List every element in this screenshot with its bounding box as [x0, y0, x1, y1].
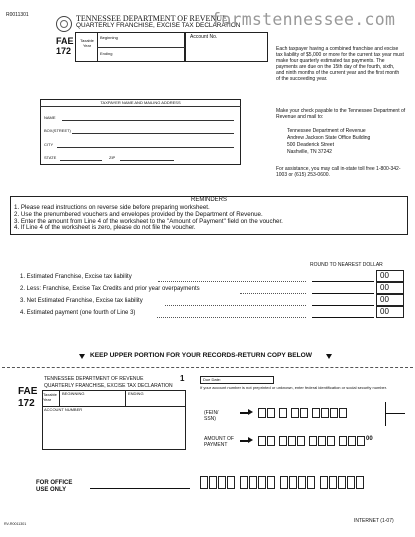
digit-box — [357, 436, 365, 446]
amount-of-payment-field[interactable] — [258, 436, 366, 446]
amount-arrow-icon — [240, 440, 248, 442]
digit-box — [267, 408, 275, 418]
digit-box — [347, 476, 355, 489]
digit-box — [288, 436, 296, 446]
digit-box — [330, 408, 338, 418]
worksheet-line-3-label: 3. Net Estimated Franchise, Excise tax liability — [20, 298, 143, 304]
worksheet-line-1-label: 1. Estimated Franchise, Excise tax liability — [20, 274, 132, 280]
info-paragraph-3: For assistance, you may call in-state toll free 1-800-342-1003 or (615) 253-0600. — [276, 166, 401, 178]
digit-box — [258, 476, 266, 489]
beginning-field[interactable] — [99, 43, 181, 46]
digit-box — [267, 476, 275, 489]
footer-edition: INTERNET (1-07) — [354, 518, 394, 524]
voucher-beginning-label: BEGINNING — [62, 391, 85, 396]
digit-box — [280, 476, 288, 489]
digit-box — [298, 476, 306, 489]
digit-box — [318, 436, 326, 446]
office-use-field — [200, 476, 365, 490]
digit-box — [348, 436, 356, 446]
arrow-down-icon — [79, 354, 85, 359]
digit-box — [307, 476, 315, 489]
fein-arrow-icon — [240, 412, 248, 414]
marker-bar-icon — [385, 402, 386, 426]
worksheet-line-1-cents: 00 — [380, 271, 389, 280]
digit-box — [338, 476, 346, 489]
street-field[interactable] — [72, 133, 234, 134]
name-label: NAME — [44, 115, 56, 120]
digit-box — [291, 408, 299, 418]
ending-label: Ending — [100, 51, 113, 56]
voucher-form-number: 172 — [18, 398, 35, 409]
amount-label: AMOUNT OF PAYMENT — [204, 436, 234, 448]
voucher-account-number-label: ACCOUNT NUMBER — [44, 407, 83, 412]
form-id: R0011301 — [6, 12, 29, 18]
arrow-down-icon — [326, 354, 332, 359]
quarter-number: 1 — [180, 374, 185, 383]
city-field[interactable] — [57, 147, 234, 148]
zip-field[interactable] — [120, 160, 174, 161]
account-no-label: Account No. — [190, 34, 218, 40]
digit-box — [209, 476, 217, 489]
beginning-label: Beginning — [100, 35, 118, 40]
voucher-ending-label: ENDING — [128, 391, 144, 396]
voucher-dept: TENNESSEE DEPARTMENT OF REVENUE — [44, 376, 144, 382]
digit-box — [321, 408, 329, 418]
amount-cents: 00 — [366, 436, 373, 442]
digit-box — [312, 408, 320, 418]
digit-box — [327, 436, 335, 446]
fein-label: (FEIN/ SSN) — [204, 410, 219, 422]
reminder-item: 2. Use the prenumbered vouchers and envelopes provided by the Department of Revenue. — [14, 210, 263, 218]
digit-box — [309, 436, 317, 446]
digit-box — [258, 408, 266, 418]
digit-box — [297, 436, 305, 446]
digit-box — [279, 408, 287, 418]
digit-box — [227, 476, 235, 489]
street-label: BOX(STREET) — [44, 128, 71, 133]
worksheet-line-2-label: 2. Less: Franchise, Excise Tax Credits and prior year overpayments — [20, 286, 200, 292]
voucher-title: QUARTERLY FRANCHISE, EXCISE TAX DECLARATION — [44, 383, 173, 389]
reminder-item: 3. Enter the amount from Line 4 of the worksheet to the "Amount of Payment" field on the voucher. — [14, 217, 283, 225]
info-paragraph-1: Each taxpayer having a combined franchise and excise tax liability of $5,000 or more for the current tax year must make four quarterly estimated tax payments. The payments are due on the 15th day of the fourth, sixth, and ninth months of the current year and the first month of the succeeding year. — [276, 46, 404, 82]
zip-label: ZIP — [109, 155, 116, 160]
digit-box — [249, 476, 257, 489]
name-field[interactable] — [62, 120, 234, 121]
state-field[interactable] — [60, 160, 102, 161]
reminders-list — [14, 205, 283, 232]
worksheet-line-3-cents: 00 — [380, 295, 389, 304]
header-title: QUARTERLY FRANCHISE, EXCISE TAX DECLARATION — [76, 22, 241, 29]
fein-ssn-field[interactable] — [258, 408, 350, 418]
city-label: CITY — [44, 142, 54, 147]
digit-box — [339, 436, 347, 446]
round-note: ROUND TO NEAREST DOLLAR — [310, 262, 383, 268]
worksheet-line-4-field[interactable] — [312, 317, 374, 318]
tear-line — [2, 367, 413, 368]
voucher-taxable-year-label: Taxable Year — [43, 392, 57, 402]
state-seal-icon — [56, 16, 72, 32]
digit-box — [200, 476, 208, 489]
digit-box — [329, 476, 337, 489]
digit-box — [339, 408, 347, 418]
digit-box — [279, 436, 287, 446]
header-dept: TENNESSEE DEPARTMENT OF REVENUE — [76, 14, 227, 23]
digit-box — [218, 476, 226, 489]
taxable-year-label: Taxable Year — [80, 38, 94, 48]
footer-form-id: RV-R0011301 — [4, 522, 27, 526]
worksheet-line-3-field[interactable] — [312, 305, 374, 306]
digit-box — [289, 476, 297, 489]
worksheet-line-2-cents: 00 — [380, 283, 389, 292]
reminder-item: 4. If Line 4 of the worksheet is zero, please do not file the voucher. — [14, 224, 196, 232]
digit-box — [267, 436, 275, 446]
mail-address-line-4: Nashville, TN 37242 — [287, 149, 332, 155]
office-use-label: FOR OFFICE USE ONLY — [36, 480, 73, 494]
worksheet-line-1-field[interactable] — [312, 281, 374, 282]
worksheet-line-2-field[interactable] — [312, 293, 374, 294]
voucher-beginning-field[interactable] — [61, 399, 123, 406]
voucher-ending-field[interactable] — [127, 399, 184, 406]
mail-address-line-1: Tennessee Department of Revenue — [287, 128, 366, 134]
reminder-item: 1. Please read instructions on reverse side before preparing worksheet. — [14, 204, 210, 211]
watermark: formstennessee.com — [211, 10, 396, 29]
state-label: STATE — [44, 155, 57, 160]
worksheet-line-4-label: 4. Estimated payment (one fourth of Line 3) — [20, 310, 136, 316]
digit-box — [300, 408, 308, 418]
voucher-account-number-field[interactable] — [42, 406, 186, 450]
digit-box — [320, 476, 328, 489]
reminders-heading: REMINDERS — [190, 197, 227, 203]
due-date-label: Due Date: — [203, 377, 222, 382]
voucher-id-note: If your account number is not preprinted or unknown, enter federal identification or social security number. — [200, 385, 387, 390]
worksheet-line-4-cents: 00 — [380, 307, 389, 316]
form-number: 172 — [56, 46, 72, 56]
ending-field[interactable] — [99, 58, 181, 61]
mail-address-line-2: Andrew Jackson State Office Building — [287, 135, 371, 141]
form-code: FAE — [56, 36, 74, 46]
voucher-form-code: FAE — [18, 386, 38, 397]
digit-box — [356, 476, 364, 489]
mail-address-line-3: 500 Deaderick Street — [287, 142, 334, 148]
address-box-heading: TAXPAYER NAME AND MAILING ADDRESS — [100, 100, 181, 105]
keep-upper-portion-note: KEEP UPPER PORTION FOR YOUR RECORDS-RETURN COPY BELOW — [90, 352, 313, 359]
digit-box — [240, 476, 248, 489]
digit-box — [258, 436, 266, 446]
info-paragraph-2: Make your check payable to the Tennessee Department of Revenue and mail to: — [276, 108, 406, 120]
